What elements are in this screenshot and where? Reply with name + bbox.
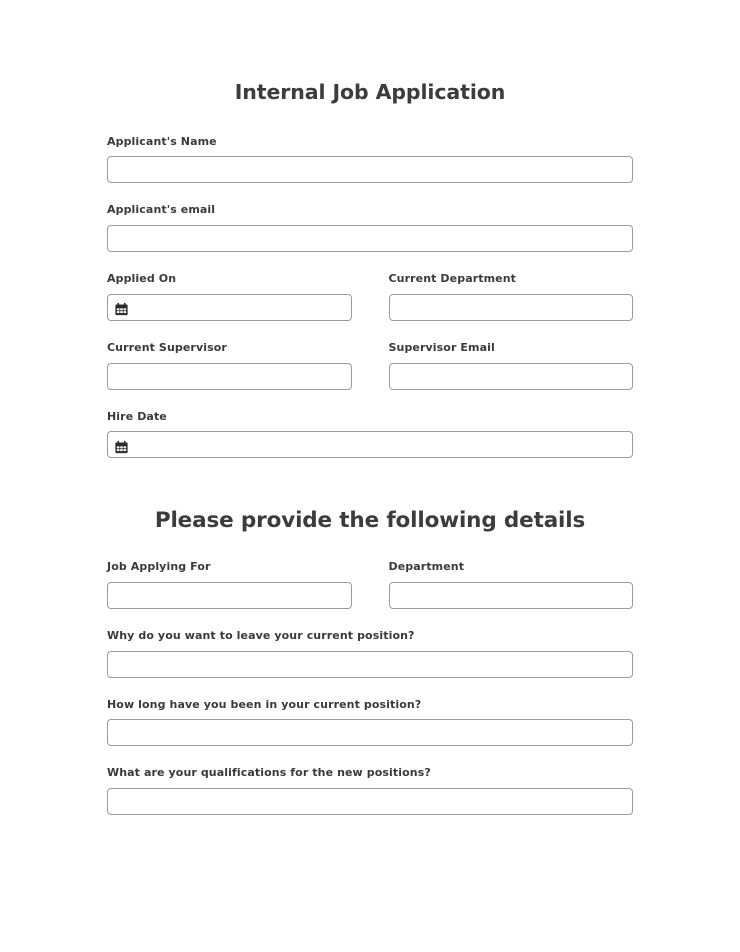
label-applicants-name: Applicant's Name: [107, 134, 217, 148]
field-applied-on: [107, 272, 352, 321]
field-department: [389, 560, 634, 609]
input-current-department[interactable]: [389, 294, 634, 321]
field-supervisor-email: [389, 341, 634, 390]
col-supervisor-email: [389, 341, 634, 390]
label-department: Department: [388, 560, 465, 574]
form-container: [107, 80, 633, 835]
input-current-supervisor[interactable]: [107, 363, 352, 390]
input-applicants-name[interactable]: [107, 156, 633, 183]
col-job-applying-for: [107, 560, 352, 609]
field-applicants-email: [107, 203, 633, 252]
row-job-department: [107, 560, 633, 609]
row-applied-on-department: [107, 272, 633, 321]
date-input-wrapper-hire-date: [107, 431, 633, 458]
col-department: [389, 560, 634, 609]
field-applicants-name: [107, 135, 633, 184]
field-reason-for-leaving: [107, 629, 633, 678]
input-hire-date[interactable]: [107, 431, 633, 458]
field-current-supervisor: [107, 341, 352, 390]
date-input-wrapper-applied-on: [107, 294, 352, 321]
col-current-supervisor: [107, 341, 352, 390]
field-hire-date: [107, 410, 633, 459]
label-time-in-position: How long have you been in your current position?: [107, 697, 422, 711]
label-supervisor-email: Supervisor Email: [388, 340, 495, 354]
field-qualifications: [107, 766, 633, 815]
field-job-applying-for: [107, 560, 352, 609]
label-hire-date: Hire Date: [107, 409, 167, 423]
input-time-in-position[interactable]: [107, 719, 633, 746]
field-current-department: [389, 272, 634, 321]
label-current-supervisor: Current Supervisor: [107, 340, 227, 354]
label-applied-on: Applied On: [107, 272, 177, 286]
input-applied-on[interactable]: [107, 294, 352, 321]
field-time-in-position: [107, 698, 633, 747]
label-current-department: Current Department: [388, 272, 517, 286]
input-supervisor-email[interactable]: [389, 363, 634, 390]
page-title: Internal Job Application: [234, 80, 506, 104]
label-job-applying-for: Job Applying For: [107, 560, 211, 574]
input-applicants-email[interactable]: [107, 225, 633, 252]
input-qualifications[interactable]: [107, 788, 633, 815]
section-heading: Please provide the following details: [154, 508, 586, 534]
row-supervisor: [107, 341, 633, 390]
label-applicants-email: Applicant's email: [107, 203, 216, 217]
label-qualifications: What are your qualifications for the new positions?: [107, 766, 431, 780]
col-applied-on: [107, 272, 352, 321]
input-department[interactable]: [389, 582, 634, 609]
col-current-department: [389, 272, 634, 321]
input-reason-for-leaving[interactable]: [107, 651, 633, 678]
label-reason-for-leaving: Why do you want to leave your current position?: [107, 628, 415, 642]
input-job-applying-for[interactable]: [107, 582, 352, 609]
